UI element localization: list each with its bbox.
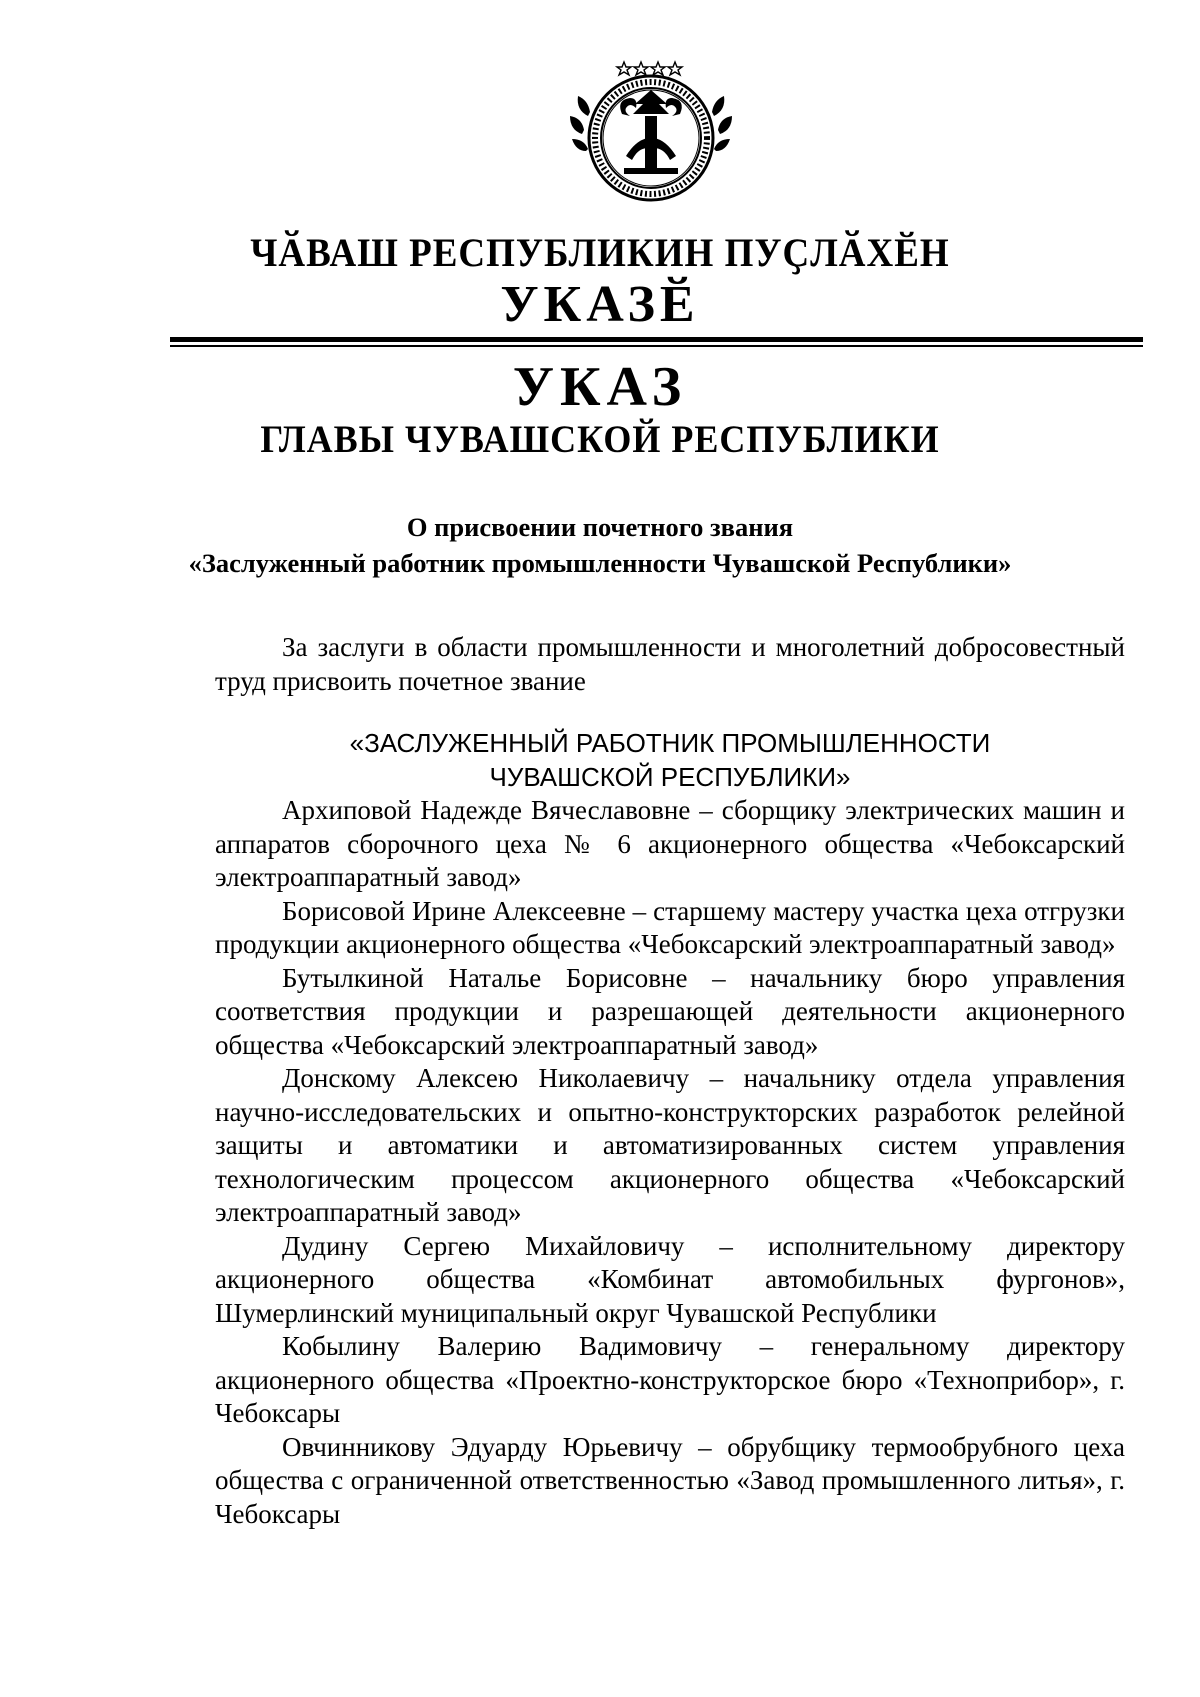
decree-subject-line-1: О присвоении почетного звания xyxy=(406,512,794,542)
intro-paragraph: За заслуги в области промышленности и многолетний добросовестный труд присвоить почетное звание xyxy=(215,632,1125,696)
awardee-paragraph: Борисовой Ирине Алексеевне – старшему мастеру участка цеха отгрузки продукции акционерного общества «Чебоксарский электроаппаратный завод» xyxy=(215,895,1125,959)
awardee-paragraph: Архиповой Надежде Вячеславовне – сборщику электрических машин и аппаратов сборочного цеха № 6 акционерного общества «Чебоксарский электроаппаратный завод» xyxy=(215,795,1125,892)
award-title xyxy=(215,727,1125,794)
awardee-paragraph: Кобылину Валерию Вадимовичу – генеральному директору акционерного общества «Проектно-конструкторское бюро «Техноприбор», г. Чебоксары xyxy=(215,1331,1125,1428)
awardee-list xyxy=(215,794,1125,1531)
chuvash-decree-word: УКАЗӖ xyxy=(500,276,700,333)
russian-decree-word: УКАЗ xyxy=(512,356,688,418)
russian-header-title: ГЛАВЫ ЧУВАШСКОЙ РЕСПУБЛИКИ xyxy=(260,417,940,461)
awardee-paragraph: Овчинникову Эдуарду Юрьевичу – обрубщику термообрубного цеха общества с ограниченной ответственностью «Завод промышленного литья», г. Чебоксары xyxy=(215,1431,1125,1529)
header-divider-thick xyxy=(170,337,1143,342)
chuvash-header-title: ЧӐВАШ РЕСПУБЛИКИН ПУҪЛӐХӖН xyxy=(250,230,950,277)
decree-subject xyxy=(0,509,1200,581)
award-title-line-1: «ЗАСЛУЖЕННЫЙ РАБОТНИК ПРОМЫШЛЕННОСТИ xyxy=(349,728,991,758)
awardee-paragraph: Донскому Алексею Николаевичу – начальнику отдела управления научно-исследовательских и опытно-конструкторских разработок релейной защиты и автоматики и автоматизированных систем управления технологическим процессом акционерного общества «Чебоксарский электроаппаратный завод» xyxy=(215,1063,1125,1227)
award-title-line-2: ЧУВАШСКОЙ РЕСПУБЛИКИ» xyxy=(489,761,851,792)
chuvash-emblem-icon xyxy=(566,56,736,206)
header-divider-thin xyxy=(170,345,1143,347)
awardee-paragraph: Бутылкиной Наталье Борисовне – начальнику бюро управления соответствия продукции и разрешающей деятельности акционерного общества «Чебоксарский электроаппаратный завод» xyxy=(215,962,1125,1060)
awardee-paragraph: Дудину Сергею Михайловичу – исполнительному директору акционерного общества «Комбинат автомобильных фургонов», Шумерлинский муниципальный округ Чувашской Республики xyxy=(215,1230,1125,1328)
decree-subject-line-2: «Заслуженный работник промышленности Чувашской Республики» xyxy=(188,548,1012,578)
